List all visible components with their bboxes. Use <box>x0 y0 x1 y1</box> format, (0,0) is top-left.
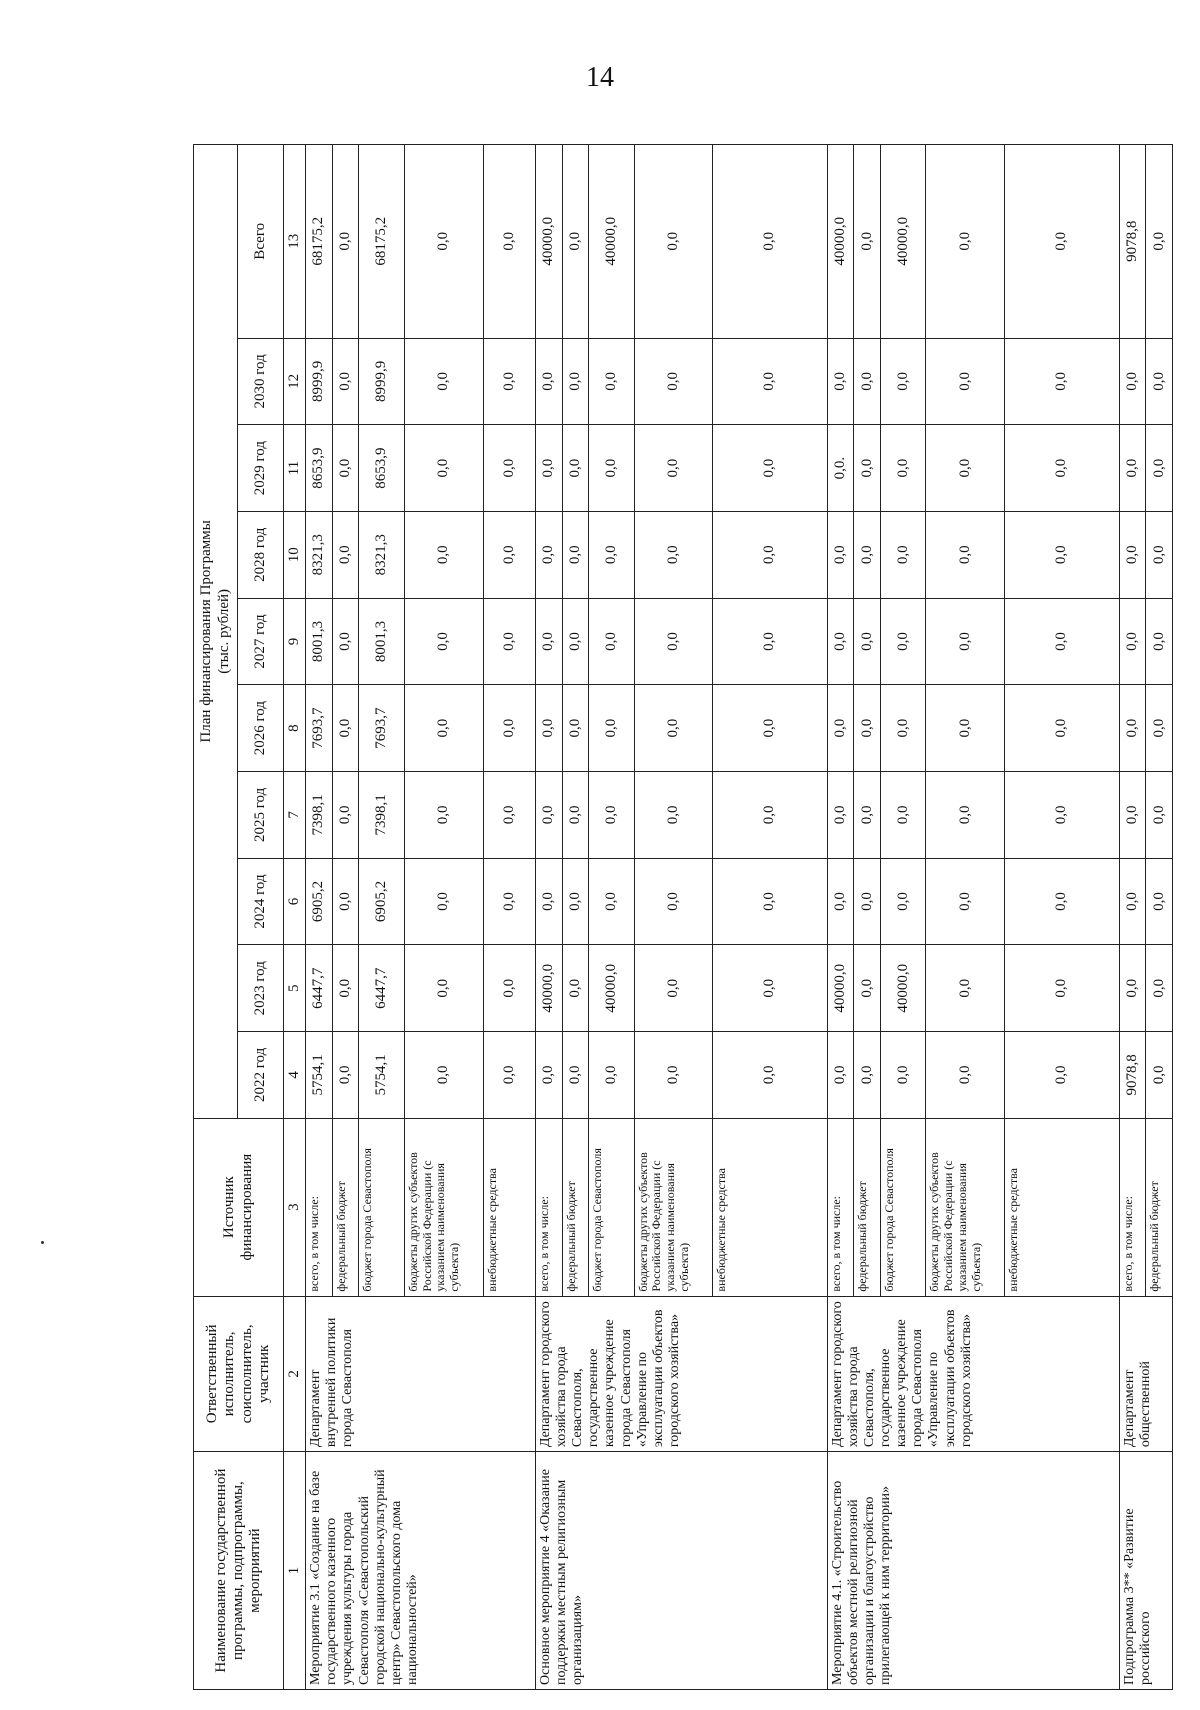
header-year: 2026 год <box>238 685 284 772</box>
table-body <box>306 145 1173 1690</box>
total-value-cell: 0,0 <box>1005 145 1120 339</box>
funding-source-cell: всего, в том числе: <box>536 1118 563 1296</box>
year-value-cell: 0,0 <box>1119 858 1146 945</box>
year-value-cell: 0,0 <box>332 945 359 1032</box>
funding-source-cell: федеральный бюджет <box>562 1118 589 1296</box>
year-value-cell: 0,0 <box>1005 685 1120 772</box>
table-row <box>536 145 563 1690</box>
total-value-cell: 0,0 <box>634 145 713 339</box>
year-value-cell: 0,0 <box>1005 598 1120 685</box>
year-value-cell: 0,0 <box>881 598 926 685</box>
funding-source-cell: всего, в том числе: <box>1119 1118 1146 1296</box>
header-year: 2030 год <box>238 338 284 425</box>
year-value-cell: 0,0 <box>1146 772 1173 859</box>
year-value-cell: 0,0 <box>483 945 536 1032</box>
year-value-cell: 0,0 <box>332 598 359 685</box>
event-name-cell: Основное мероприятие 4 «Оказание поддержки местным религиозным организациям» <box>536 1452 828 1690</box>
year-value-cell: 0,0 <box>589 338 634 425</box>
plan-title: План финансирования Программы <box>198 520 215 743</box>
year-value-cell: 0,0 <box>332 1032 359 1119</box>
year-value-cell: 0,0 <box>827 1032 854 1119</box>
year-value-cell: 0,0 <box>483 858 536 945</box>
year-value-cell: 0,0 <box>926 598 1005 685</box>
year-value-cell: 0,0 <box>713 425 828 512</box>
year-value-cell: 0,0 <box>483 1032 536 1119</box>
year-value-cell: 0,0 <box>926 1032 1005 1119</box>
year-value-cell: 0,0 <box>1146 685 1173 772</box>
funding-source-cell: бюджет города Севастополя <box>881 1118 926 1296</box>
year-value-cell: 7693,7 <box>306 685 333 772</box>
year-value-cell: 0,0 <box>536 1032 563 1119</box>
year-value-cell: 0,0 <box>404 685 483 772</box>
year-value-cell: 0,0 <box>483 338 536 425</box>
responsible-cell: Департамент городского хозяйства города Севастополя, государственное казенное учреждение города Севастополя «Управление по эксплуатации объектов городского хозяйства» <box>827 1296 1119 1452</box>
funding-source-cell: бюджеты других субъектов Российской Федерации (с указанием наименования субъекта) <box>404 1118 483 1296</box>
column-number: 12 <box>284 338 306 425</box>
year-value-cell: 0,0 <box>827 598 854 685</box>
responsible-cell: Департамент городского хозяйства города Севастополя, государственное казенное учреждение города Севастополя «Управление по эксплуатации объектов городского хозяйства» <box>536 1296 828 1452</box>
year-value-cell: 0,0 <box>634 772 713 859</box>
year-value-cell: 0,0 <box>483 511 536 598</box>
total-value-cell: 0,0 <box>713 145 828 339</box>
year-value-cell: 0,0 <box>926 511 1005 598</box>
year-value-cell: 0,0 <box>536 772 563 859</box>
year-value-cell: 0,0 <box>1146 858 1173 945</box>
year-value-cell: 9078,8 <box>1119 1032 1146 1119</box>
table-row <box>306 145 333 1690</box>
year-value-cell: 0,0 <box>881 425 926 512</box>
year-value-cell: 0,0 <box>713 338 828 425</box>
year-value-cell: 7693,7 <box>359 685 404 772</box>
year-value-cell: 0,0 <box>1146 945 1173 1032</box>
year-value-cell: 0,0 <box>881 685 926 772</box>
year-value-cell: 0,0 <box>562 858 589 945</box>
year-value-cell: 0,0 <box>881 338 926 425</box>
year-value-cell: 0,0 <box>827 858 854 945</box>
event-name-cell: Мероприятие 3.1 «Создание на базе государственного казенного учреждения культуры города Севастополя «Севастопольский городской национально-культурный центр» Севастопольского дома национальностей» <box>306 1452 536 1690</box>
funding-source-cell: бюджеты других субъектов Российской Федерации (с указанием наименования субъекта) <box>926 1118 1005 1296</box>
year-value-cell: 0,0 <box>1146 1032 1173 1119</box>
year-value-cell: 0,0 <box>827 685 854 772</box>
total-value-cell: 0,0 <box>404 145 483 339</box>
year-value-cell: 0,0 <box>827 511 854 598</box>
year-value-cell: 0,0. <box>827 425 854 512</box>
header-year: 2023 год <box>238 945 284 1032</box>
year-value-cell: 0,0 <box>332 425 359 512</box>
year-value-cell: 0,0 <box>634 598 713 685</box>
year-value-cell: 0,0 <box>589 425 634 512</box>
year-value-cell: 0,0 <box>881 1032 926 1119</box>
year-value-cell: 6905,2 <box>306 858 333 945</box>
year-value-cell: 0,0 <box>483 772 536 859</box>
year-value-cell: 0,0 <box>634 425 713 512</box>
column-number: 11 <box>284 425 306 512</box>
year-value-cell: 5754,1 <box>306 1032 333 1119</box>
year-value-cell: 0,0 <box>562 1032 589 1119</box>
year-value-cell: 0,0 <box>483 598 536 685</box>
year-value-cell: 40000,0 <box>589 945 634 1032</box>
year-value-cell: 0,0 <box>854 425 881 512</box>
year-value-cell: 0,0 <box>634 858 713 945</box>
column-number: 13 <box>284 145 306 339</box>
year-value-cell: 0,0 <box>881 772 926 859</box>
table-row <box>827 145 854 1690</box>
header-source-column: Источник финансирования <box>194 1118 284 1296</box>
header-year: 2027 год <box>238 598 284 685</box>
year-value-cell: 0,0 <box>854 338 881 425</box>
column-number-row <box>284 145 306 1690</box>
year-value-cell: 0,0 <box>1146 425 1173 512</box>
year-value-cell: 40000,0 <box>536 945 563 1032</box>
year-value-cell: 0,0 <box>536 338 563 425</box>
year-value-cell: 0,0 <box>589 598 634 685</box>
column-number: 2 <box>284 1296 306 1452</box>
funding-source-cell: внебюджетные средства <box>713 1118 828 1296</box>
year-value-cell: 0,0 <box>1119 598 1146 685</box>
year-value-cell: 0,0 <box>926 945 1005 1032</box>
year-value-cell: 0,0 <box>634 338 713 425</box>
table-row <box>1119 145 1146 1690</box>
total-value-cell: 40000,0 <box>536 145 563 339</box>
financing-plan-table-rotated <box>193 144 1173 1690</box>
year-value-cell: 0,0 <box>713 945 828 1032</box>
year-value-cell: 0,0 <box>827 338 854 425</box>
total-value-cell: 0,0 <box>854 145 881 339</box>
year-value-cell: 0,0 <box>562 511 589 598</box>
year-value-cell: 0,0 <box>404 1032 483 1119</box>
year-value-cell: 0,0 <box>404 858 483 945</box>
total-value-cell: 0,0 <box>1146 145 1173 339</box>
year-value-cell: 0,0 <box>404 598 483 685</box>
year-value-cell: 0,0 <box>589 772 634 859</box>
year-value-cell: 0,0 <box>854 772 881 859</box>
year-value-cell: 0,0 <box>1005 1032 1120 1119</box>
year-value-cell: 0,0 <box>1005 945 1120 1032</box>
total-value-cell: 0,0 <box>332 145 359 339</box>
responsible-cell: Департамент общественной <box>1119 1296 1172 1452</box>
year-value-cell: 0,0 <box>332 772 359 859</box>
year-value-cell: 0,0 <box>713 598 828 685</box>
funding-source-cell: всего, в том числе: <box>306 1118 333 1296</box>
year-value-cell: 5754,1 <box>359 1032 404 1119</box>
year-value-cell: 8321,3 <box>359 511 404 598</box>
header-year: 2029 год <box>238 425 284 512</box>
year-value-cell: 0,0 <box>562 772 589 859</box>
header-year: 2024 год <box>238 858 284 945</box>
year-value-cell: 40000,0 <box>881 945 926 1032</box>
header-year: 2028 год <box>238 511 284 598</box>
year-value-cell: 0,0 <box>536 598 563 685</box>
year-value-cell: 0,0 <box>1146 338 1173 425</box>
year-value-cell: 0,0 <box>562 685 589 772</box>
year-value-cell: 0,0 <box>1146 598 1173 685</box>
year-value-cell: 0,0 <box>634 685 713 772</box>
year-value-cell: 0,0 <box>827 772 854 859</box>
column-number: 10 <box>284 511 306 598</box>
scan-speck <box>41 1241 44 1244</box>
total-value-cell: 0,0 <box>483 145 536 339</box>
column-number: 5 <box>284 945 306 1032</box>
year-value-cell: 0,0 <box>562 598 589 685</box>
financing-plan-table <box>193 144 1173 1690</box>
column-number: 6 <box>284 858 306 945</box>
year-value-cell: 8321,3 <box>306 511 333 598</box>
year-value-cell: 7398,1 <box>306 772 333 859</box>
year-value-cell: 0,0 <box>589 511 634 598</box>
year-value-cell: 0,0 <box>404 425 483 512</box>
year-value-cell: 0,0 <box>1119 685 1146 772</box>
year-value-cell: 0,0 <box>881 511 926 598</box>
year-value-cell: 8653,9 <box>359 425 404 512</box>
year-value-cell: 0,0 <box>536 511 563 598</box>
year-value-cell: 0,0 <box>1119 338 1146 425</box>
column-number: 9 <box>284 598 306 685</box>
year-value-cell: 0,0 <box>1005 772 1120 859</box>
year-value-cell: 0,0 <box>589 685 634 772</box>
year-value-cell: 0,0 <box>562 425 589 512</box>
year-value-cell: 0,0 <box>713 685 828 772</box>
year-value-cell: 0,0 <box>1119 425 1146 512</box>
year-value-cell: 0,0 <box>854 598 881 685</box>
year-value-cell: 0,0 <box>562 945 589 1032</box>
funding-source-cell: бюджет города Севастополя <box>359 1118 404 1296</box>
year-value-cell: 0,0 <box>536 858 563 945</box>
header-name-column: Наименование государственной программы, подпрограммы, мероприятий <box>194 1452 284 1690</box>
year-value-cell: 7398,1 <box>359 772 404 859</box>
year-value-cell: 0,0 <box>589 1032 634 1119</box>
year-value-cell: 0,0 <box>854 511 881 598</box>
funding-source-cell: бюджеты других субъектов Российской Федерации (с указанием наименования субъекта) <box>634 1118 713 1296</box>
year-value-cell: 0,0 <box>926 858 1005 945</box>
year-value-cell: 0,0 <box>926 425 1005 512</box>
year-value-cell: 0,0 <box>404 511 483 598</box>
column-number: 4 <box>284 1032 306 1119</box>
year-value-cell: 0,0 <box>634 1032 713 1119</box>
column-number: 3 <box>284 1118 306 1296</box>
year-value-cell: 0,0 <box>404 945 483 1032</box>
year-value-cell: 0,0 <box>1146 511 1173 598</box>
year-value-cell: 0,0 <box>536 685 563 772</box>
funding-source-cell: федеральный бюджет <box>332 1118 359 1296</box>
year-value-cell: 8001,3 <box>359 598 404 685</box>
year-value-cell: 0,0 <box>713 858 828 945</box>
plan-units: (тыс. рублей) <box>215 588 232 674</box>
funding-source-cell: бюджет города Севастополя <box>589 1118 634 1296</box>
year-value-cell: 0,0 <box>713 772 828 859</box>
funding-source-cell: федеральный бюджет <box>1146 1118 1173 1296</box>
year-value-cell: 0,0 <box>854 685 881 772</box>
year-value-cell: 0,0 <box>713 1032 828 1119</box>
year-value-cell: 0,0 <box>1005 425 1120 512</box>
responsible-cell: Департамент внутренней политики города Севастополя <box>306 1296 536 1452</box>
total-value-cell: 40000,0 <box>589 145 634 339</box>
year-value-cell: 0,0 <box>1119 772 1146 859</box>
year-value-cell: 0,0 <box>483 425 536 512</box>
funding-source-cell: всего, в том числе: <box>827 1118 854 1296</box>
year-value-cell: 0,0 <box>881 858 926 945</box>
year-value-cell: 6447,7 <box>359 945 404 1032</box>
year-value-cell: 0,0 <box>589 858 634 945</box>
column-number: 7 <box>284 772 306 859</box>
column-number: 1 <box>284 1452 306 1690</box>
header-total: Всего <box>238 145 284 339</box>
year-value-cell: 0,0 <box>713 511 828 598</box>
year-value-cell: 8653,9 <box>306 425 333 512</box>
year-value-cell: 0,0 <box>926 772 1005 859</box>
year-value-cell: 6447,7 <box>306 945 333 1032</box>
year-value-cell: 6905,2 <box>359 858 404 945</box>
year-value-cell: 0,0 <box>1005 858 1120 945</box>
column-number: 8 <box>284 685 306 772</box>
year-value-cell: 0,0 <box>536 425 563 512</box>
year-value-cell: 0,0 <box>332 685 359 772</box>
event-name-cell: Подпрограмма 3** «Развитие российского <box>1119 1452 1172 1690</box>
total-value-cell: 0,0 <box>562 145 589 339</box>
year-value-cell: 0,0 <box>1119 945 1146 1032</box>
event-name-cell: Мероприятие 4.1. «Строительство объектов местной религиозной организации и благоустройство прилегающей к ним территории» <box>827 1452 1119 1690</box>
funding-source-cell: внебюджетные средства <box>483 1118 536 1296</box>
year-value-cell: 0,0 <box>854 945 881 1032</box>
year-value-cell: 0,0 <box>332 858 359 945</box>
year-value-cell: 0,0 <box>404 338 483 425</box>
year-value-cell: 0,0 <box>404 772 483 859</box>
year-value-cell: 0,0 <box>483 685 536 772</box>
header-year: 2025 год <box>238 772 284 859</box>
total-value-cell: 40000,0 <box>827 145 854 339</box>
year-value-cell: 0,0 <box>854 1032 881 1119</box>
year-value-cell: 8999,9 <box>306 338 333 425</box>
year-value-cell: 0,0 <box>926 338 1005 425</box>
page-number: 14 <box>586 62 614 93</box>
year-value-cell: 8001,3 <box>306 598 333 685</box>
funding-source-cell: внебюджетные средства <box>1005 1118 1120 1296</box>
total-value-cell: 0,0 <box>926 145 1005 339</box>
year-value-cell: 0,0 <box>562 338 589 425</box>
total-value-cell: 68175,2 <box>359 145 404 339</box>
total-value-cell: 40000,0 <box>881 145 926 339</box>
table-header <box>194 145 306 1690</box>
header-year: 2022 год <box>238 1032 284 1119</box>
year-value-cell: 0,0 <box>332 511 359 598</box>
funding-source-cell: федеральный бюджет <box>854 1118 881 1296</box>
total-value-cell: 9078,8 <box>1119 145 1146 339</box>
year-value-cell: 0,0 <box>854 858 881 945</box>
year-value-cell: 0,0 <box>1005 511 1120 598</box>
year-value-cell: 40000,0 <box>827 945 854 1032</box>
year-value-cell: 0,0 <box>926 685 1005 772</box>
year-value-cell: 0,0 <box>1119 511 1146 598</box>
year-value-cell: 0,0 <box>332 338 359 425</box>
year-value-cell: 8999,9 <box>359 338 404 425</box>
header-plan-title <box>194 145 238 1119</box>
total-value-cell: 68175,2 <box>306 145 333 339</box>
year-value-cell: 0,0 <box>1005 338 1120 425</box>
year-value-cell: 0,0 <box>634 511 713 598</box>
year-value-cell: 0,0 <box>634 945 713 1032</box>
header-responsible-column: Ответственный исполнитель, соисполнитель, участник <box>194 1296 284 1452</box>
